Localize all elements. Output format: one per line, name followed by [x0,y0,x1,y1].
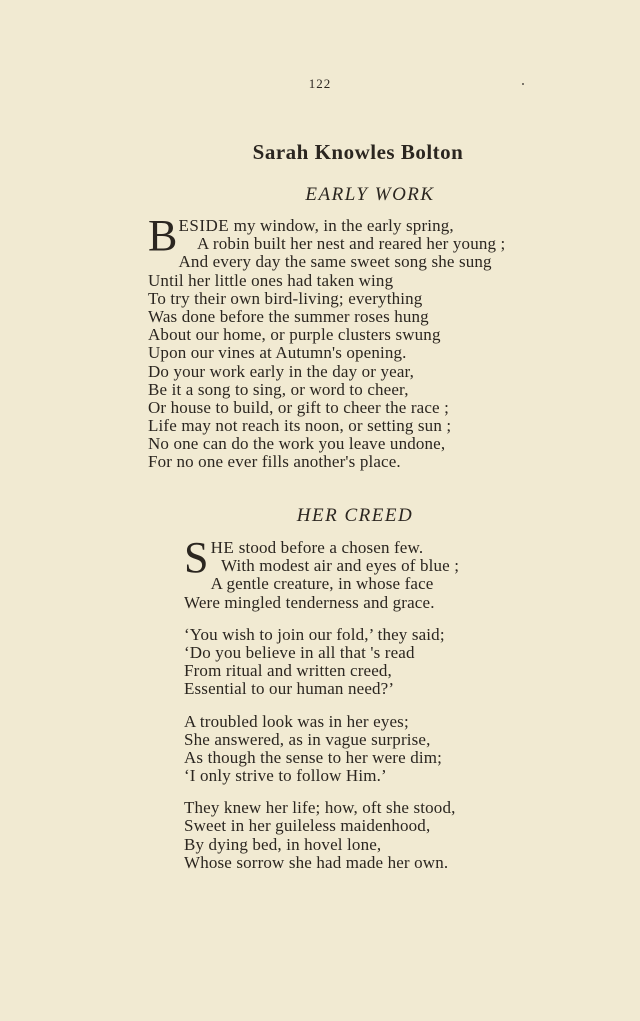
poem-line: Whose sorrow she had made her own. [184,852,449,872]
poem-line: Sweet in her guileless maidenhood, [184,816,431,836]
poem-line: ‘You wish to join our fold,’ they said; [184,624,445,644]
poem-line: ‘Do you believe in all that 's read [184,642,415,662]
drop-cap: B [148,211,178,260]
poem-line: Was done before the summer roses hung [148,306,429,326]
poem-line: No one can do the work you leave undone, [148,434,446,454]
poem-line: Or house to build, or gift to cheer the race ; [148,397,449,417]
poem-line: About our home, or purple clusters swung [148,325,441,345]
drop-cap: S [184,533,209,582]
stanza [184,713,459,786]
poem-line: And every day the same sweet song she sung [178,252,492,272]
poem-line: With modest air and eyes of blue ; [221,556,460,576]
poem-line: For no one ever fills another's place. [148,452,401,472]
poem-line: Until her little ones had taken wing [148,270,394,290]
poem-early-work [148,211,506,472]
poem-line: A robin built her nest and reared her young ; [197,234,506,254]
poem-line: Life may not reach its noon, or setting sun ; [148,416,452,436]
poem-line: From ritual and written creed, [184,661,392,681]
poem-line: By dying bed, in hovel lone, [184,834,382,854]
poem-title-her-creed: HER CREED [296,505,414,526]
poem-line: She answered, as in vague surprise, [184,729,431,749]
poem-line: Upon our vines at Autumn's opening. [148,343,407,363]
poem-line: Be it a song to sing, or word to cheer, [148,379,409,399]
first-word-rest: ESIDE [178,216,230,235]
poem-line: Were mingled tenderness and grace. [184,592,435,612]
first-word-rest: HE [210,538,235,557]
poem-line: As though the sense to her were dim; [184,747,442,767]
poem-line: Essential to our human need?’ [184,679,395,699]
poem-line: They knew her life; how, oft she stood, [184,798,456,818]
poem-title-early-work: EARLY WORK [305,184,435,205]
stanza [184,533,460,612]
poem-line: Do your work early in the day or year, [148,361,415,381]
stanza [184,799,459,872]
poem-her-creed [184,533,460,872]
print-speck [522,83,524,85]
page-number: 122 [308,76,332,91]
poem-line: To try their own bird-living; everything [148,288,423,308]
poem-line: A troubled look was in her eyes; [184,711,409,731]
line-text: my window, in the early spring, [229,216,454,235]
poem-line: ‘I only strive to follow Him.’ [184,766,387,786]
stanza [184,626,459,699]
line-text: stood before a chosen few. [234,538,424,557]
author-heading: Sarah Knowles Bolton [252,140,464,164]
poem-line: A gentle creature, in whose face [210,574,434,594]
